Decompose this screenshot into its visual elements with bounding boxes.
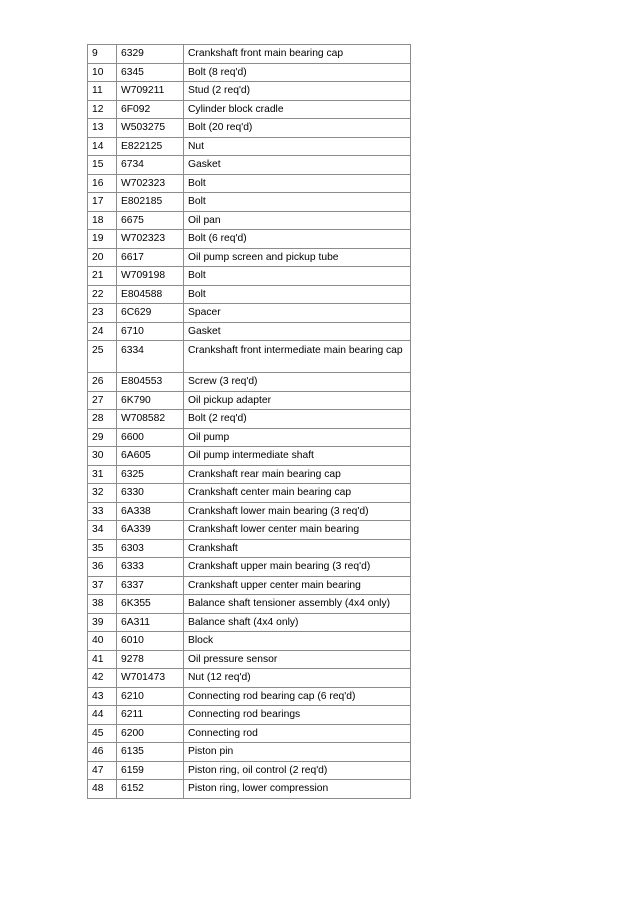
description-cell: Oil pump intermediate shaft xyxy=(184,447,411,466)
table-row xyxy=(88,780,411,799)
item-number-cell: 28 xyxy=(88,410,117,429)
table-row xyxy=(88,156,411,175)
part-number-cell: 6345 xyxy=(117,63,184,82)
table-row xyxy=(88,45,411,64)
table-row xyxy=(88,502,411,521)
part-number-cell: E822125 xyxy=(117,137,184,156)
item-number-cell: 42 xyxy=(88,669,117,688)
table-row xyxy=(88,304,411,323)
table-row xyxy=(88,613,411,632)
part-number-cell: 6152 xyxy=(117,780,184,799)
description-cell: Connecting rod bearings xyxy=(184,706,411,725)
description-cell: Bolt (6 req'd) xyxy=(184,230,411,249)
part-number-cell: W708582 xyxy=(117,410,184,429)
part-number-cell: E804588 xyxy=(117,285,184,304)
part-number-cell: W503275 xyxy=(117,119,184,138)
description-cell: Balance shaft tensioner assembly (4x4 only) xyxy=(184,595,411,614)
item-number-cell: 35 xyxy=(88,539,117,558)
description-cell: Gasket xyxy=(184,156,411,175)
description-cell: Crankshaft upper main bearing (3 req'd) xyxy=(184,558,411,577)
table-row xyxy=(88,82,411,101)
table-row xyxy=(88,465,411,484)
item-number-cell: 29 xyxy=(88,428,117,447)
table-row xyxy=(88,211,411,230)
table-row xyxy=(88,687,411,706)
item-number-cell: 27 xyxy=(88,391,117,410)
description-cell: Spacer xyxy=(184,304,411,323)
part-number-cell: W702323 xyxy=(117,230,184,249)
part-number-cell: W701473 xyxy=(117,669,184,688)
part-number-cell: 6303 xyxy=(117,539,184,558)
table-row xyxy=(88,539,411,558)
description-cell: Cylinder block cradle xyxy=(184,100,411,119)
description-cell: Crankshaft center main bearing cap xyxy=(184,484,411,503)
table-row xyxy=(88,447,411,466)
item-number-cell: 30 xyxy=(88,447,117,466)
description-cell: Nut (12 req'd) xyxy=(184,669,411,688)
item-number-cell: 21 xyxy=(88,267,117,286)
description-cell: Bolt (2 req'd) xyxy=(184,410,411,429)
part-number-cell: 6200 xyxy=(117,724,184,743)
item-number-cell: 20 xyxy=(88,248,117,267)
item-number-cell: 10 xyxy=(88,63,117,82)
part-number-cell: 6675 xyxy=(117,211,184,230)
description-cell: Bolt xyxy=(184,174,411,193)
table-row xyxy=(88,285,411,304)
description-cell: Crankshaft front intermediate main bearing cap xyxy=(184,341,411,373)
part-number-cell: 6159 xyxy=(117,761,184,780)
table-row xyxy=(88,373,411,392)
description-cell: Gasket xyxy=(184,322,411,341)
item-number-cell: 15 xyxy=(88,156,117,175)
description-cell: Bolt xyxy=(184,285,411,304)
description-cell: Crankshaft lower main bearing (3 req'd) xyxy=(184,502,411,521)
part-number-cell: 6325 xyxy=(117,465,184,484)
item-number-cell: 40 xyxy=(88,632,117,651)
item-number-cell: 37 xyxy=(88,576,117,595)
part-number-cell: W709211 xyxy=(117,82,184,101)
description-cell: Crankshaft rear main bearing cap xyxy=(184,465,411,484)
item-number-cell: 43 xyxy=(88,687,117,706)
table-row xyxy=(88,724,411,743)
table-row xyxy=(88,743,411,762)
table-row xyxy=(88,248,411,267)
part-number-cell: 6330 xyxy=(117,484,184,503)
table-row xyxy=(88,193,411,212)
item-number-cell: 36 xyxy=(88,558,117,577)
description-cell: Piston ring, lower compression xyxy=(184,780,411,799)
description-cell: Crankshaft xyxy=(184,539,411,558)
description-cell: Bolt (20 req'd) xyxy=(184,119,411,138)
table-row xyxy=(88,137,411,156)
parts-table-body xyxy=(88,45,411,799)
table-row xyxy=(88,595,411,614)
item-number-cell: 45 xyxy=(88,724,117,743)
part-number-cell: 6010 xyxy=(117,632,184,651)
description-cell: Nut xyxy=(184,137,411,156)
part-number-cell: 6329 xyxy=(117,45,184,64)
part-number-cell: 6C629 xyxy=(117,304,184,323)
part-number-cell: 6K355 xyxy=(117,595,184,614)
item-number-cell: 48 xyxy=(88,780,117,799)
item-number-cell: 46 xyxy=(88,743,117,762)
table-row xyxy=(88,63,411,82)
description-cell: Block xyxy=(184,632,411,651)
part-number-cell: 6210 xyxy=(117,687,184,706)
table-row xyxy=(88,174,411,193)
item-number-cell: 32 xyxy=(88,484,117,503)
item-number-cell: 26 xyxy=(88,373,117,392)
description-cell: Oil pump xyxy=(184,428,411,447)
table-row xyxy=(88,558,411,577)
part-number-cell: E802185 xyxy=(117,193,184,212)
table-row xyxy=(88,632,411,651)
description-cell: Crankshaft upper center main bearing xyxy=(184,576,411,595)
part-number-cell: 6K790 xyxy=(117,391,184,410)
table-row xyxy=(88,650,411,669)
description-cell: Bolt (8 req'd) xyxy=(184,63,411,82)
item-number-cell: 41 xyxy=(88,650,117,669)
item-number-cell: 13 xyxy=(88,119,117,138)
part-number-cell: 6135 xyxy=(117,743,184,762)
description-cell: Connecting rod xyxy=(184,724,411,743)
table-row xyxy=(88,410,411,429)
part-number-cell: 6334 xyxy=(117,341,184,373)
part-number-cell: 6A605 xyxy=(117,447,184,466)
part-number-cell: 6710 xyxy=(117,322,184,341)
part-number-cell: 6F092 xyxy=(117,100,184,119)
part-number-cell: W709198 xyxy=(117,267,184,286)
part-number-cell: W702323 xyxy=(117,174,184,193)
description-cell: Stud (2 req'd) xyxy=(184,82,411,101)
item-number-cell: 47 xyxy=(88,761,117,780)
item-number-cell: 24 xyxy=(88,322,117,341)
item-number-cell: 34 xyxy=(88,521,117,540)
part-number-cell: 6211 xyxy=(117,706,184,725)
item-number-cell: 9 xyxy=(88,45,117,64)
table-row xyxy=(88,669,411,688)
table-row xyxy=(88,761,411,780)
description-cell: Piston ring, oil control (2 req'd) xyxy=(184,761,411,780)
item-number-cell: 39 xyxy=(88,613,117,632)
part-number-cell: 6333 xyxy=(117,558,184,577)
description-cell: Balance shaft (4x4 only) xyxy=(184,613,411,632)
table-row xyxy=(88,119,411,138)
part-number-cell: 6734 xyxy=(117,156,184,175)
table-row xyxy=(88,521,411,540)
description-cell: Bolt xyxy=(184,267,411,286)
part-number-cell: 6600 xyxy=(117,428,184,447)
description-cell: Oil pickup adapter xyxy=(184,391,411,410)
table-row xyxy=(88,428,411,447)
description-cell: Crankshaft front main bearing cap xyxy=(184,45,411,64)
item-number-cell: 18 xyxy=(88,211,117,230)
item-number-cell: 44 xyxy=(88,706,117,725)
part-number-cell: 6617 xyxy=(117,248,184,267)
parts-table xyxy=(87,44,411,799)
part-number-cell: 6A339 xyxy=(117,521,184,540)
table-row xyxy=(88,230,411,249)
table-row xyxy=(88,484,411,503)
part-number-cell: 6A338 xyxy=(117,502,184,521)
item-number-cell: 23 xyxy=(88,304,117,323)
item-number-cell: 11 xyxy=(88,82,117,101)
item-number-cell: 31 xyxy=(88,465,117,484)
table-row xyxy=(88,322,411,341)
item-number-cell: 25 xyxy=(88,341,117,373)
description-cell: Oil pan xyxy=(184,211,411,230)
item-number-cell: 19 xyxy=(88,230,117,249)
description-cell: Crankshaft lower center main bearing xyxy=(184,521,411,540)
item-number-cell: 16 xyxy=(88,174,117,193)
part-number-cell: E804553 xyxy=(117,373,184,392)
item-number-cell: 22 xyxy=(88,285,117,304)
table-row xyxy=(88,341,411,373)
item-number-cell: 17 xyxy=(88,193,117,212)
item-number-cell: 33 xyxy=(88,502,117,521)
item-number-cell: 38 xyxy=(88,595,117,614)
description-cell: Piston pin xyxy=(184,743,411,762)
description-cell: Oil pressure sensor xyxy=(184,650,411,669)
table-row xyxy=(88,267,411,286)
part-number-cell: 9278 xyxy=(117,650,184,669)
description-cell: Connecting rod bearing cap (6 req'd) xyxy=(184,687,411,706)
table-row xyxy=(88,576,411,595)
description-cell: Bolt xyxy=(184,193,411,212)
description-cell: Screw (3 req'd) xyxy=(184,373,411,392)
part-number-cell: 6A311 xyxy=(117,613,184,632)
part-number-cell: 6337 xyxy=(117,576,184,595)
item-number-cell: 14 xyxy=(88,137,117,156)
table-row xyxy=(88,391,411,410)
description-cell: Oil pump screen and pickup tube xyxy=(184,248,411,267)
table-row xyxy=(88,706,411,725)
item-number-cell: 12 xyxy=(88,100,117,119)
table-row xyxy=(88,100,411,119)
